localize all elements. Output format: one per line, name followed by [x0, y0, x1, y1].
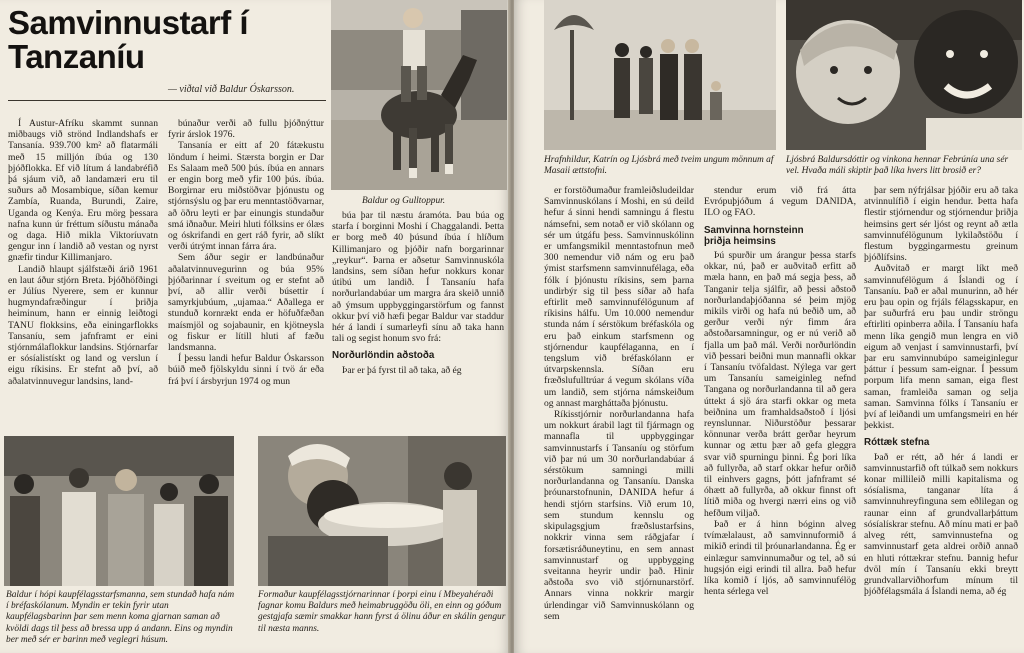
article-title [8, 6, 326, 74]
title-rule [8, 100, 326, 101]
photo-masai [544, 0, 776, 150]
left-column-1 [8, 118, 158, 387]
caption-masai: Hrafnhildur, Katrín og Ljósbrá með tveim ungum mönnum af Masaii ættstofni. [544, 155, 774, 177]
photo-bowl [258, 436, 506, 586]
title-line-1: Samvinnustarf í [8, 4, 249, 41]
caption-group: Baldur í hópi kaupfélagsstarfsmanna, sem stundað hafa nám í bréfaskólanum. Myndin er tekin fyrir utan kaupfélagsbarinn þar sem menn koma gjarnan saman að kvöldi dags til þess að bressa upp á andann. Eins og myndin ber með sér er barinn með veglegri húsum. [6, 590, 235, 645]
article-byline: — viðtal við Baldur Óskarsson. [168, 84, 295, 95]
subheading-rottaek: Róttæk stefna [864, 437, 930, 449]
right-column-1 [544, 185, 694, 622]
paragraph: Auðvitað er margt líkt með samvinnufélögum á Íslandi og í Tansaníu. Það er aðal munurinn, að hér eru þau opin og frjáls félagsskapur, en þar suðurfrá eru þau undir ströngu eftirliti opinberra aðila. Í Tansaníu hafa menn líka gengið mun lengra en við eigum að venjast í samvinnustarfi, því þar eru samvinnubúpo sameiginlegur þáttur í þessum sam-eignar. Í þessum porpum lifa menn saman, eiga flest saman, framleiða saman og selja saman. Samvinna fólks í Tansaníu er því af leiðandi um umfangsmeiri en hér þekkist. [864, 263, 1018, 432]
caption-bowl: Formaður kaupfélagsstjórnarinnar í þorpi einu í Mbeyahéraði fagnar komu Baldurs með heimabruggöðu öli, en einn og góðum gestgjafa sæmir smakkar hann fyrst á ölinu áður en skálin gengur til næsta manns. [258, 590, 506, 634]
photo-group [4, 436, 234, 586]
left-column-2 [168, 118, 324, 387]
right-page [514, 0, 1024, 653]
paragraph: búa þar til næstu áramóta. Þau búa og starfa í borginni Moshi í Chaggalandi. Þetta er borg með 40 þúsund íbúa í hlíðum Killimanjaro og þjóðir nafn borgarinnar „reykur“. Þarna er aðsetur Samvinnuskóla landsins, sem síðan hefur nokkurs konar útibú um landið. Í Tansaníu hafa norðurlandabúar um margra ára skeið unnið að ýmsum uppbyggingarstörfum og fannst okkur því við hæfi þegar Baldur var staddur hér á landi í sumarleyfi sínu að taka hann tali og segist honum svo frá: [332, 210, 504, 345]
masai-photo-illustration [544, 0, 776, 150]
paragraph: búnaður verði að fullu þjóðnýttur fyrir árslok 1976. [168, 118, 324, 141]
paragraph: Þú spurðir um árangur þessa starfs okkar, nú, það er auðvitað erfitt að mæla hann, en það má segja þess, að Tanganir telja sjálfir, að þessi aðstoð norðurlandaþjóðanna sé þeim mjög mikils virði og hafa nú beðið um, að gerður verði nýr fimm ára aðstoðarsamningur, og er nú verið að fjalla um það mál. Verði norðurlöndin við þessari beiðni mun mannafli okkar í Tansaníu tvöfaldast. Nýlega var gert um Tansaníu sameiginleg nefnd Tangana og norðurlandanna til að gera úttekt á sjö ára starfi okkar og meta beiðnina um framhaldsaðstoð í ljósi reynslunnar. Niðurstöður þessarar könnunar verða brátt gerðar heyrum kunnar og ættu þær að gefa gleggra svar við spurningu þinni. Ég þori líka að fullyrða, að starf okkar hefur orðið til einhvers gagns, þótt jafnframt sé óhætt að fullyrða, að okkur finnst oft lítið miða og hvergi nærri eins og við hefðum viljað. [704, 250, 856, 519]
left-column-3 [332, 210, 504, 376]
right-column-3 [864, 185, 1018, 597]
right-column-2 [704, 185, 856, 597]
horse-photo-illustration [331, 0, 507, 190]
caption-kids: Ljósbrá Baldursdóttir og vinkona hennar Febrúnía una sér vel. Hvaða máli skiptir það líka hvers litt brosið er? [786, 155, 1009, 177]
paragraph: er forstöðumaður framleiðsludeildar Samvinnuskólans í Moshi, en sú deild hefur á sinni hendi samningu á flestu námsefni, sem notað er við skólann og sér um útgáfu þess. Samvinnuskólinn er umfangsmikil menntastofnun með 300 nemendur við nám og eru það ýmist starfsmenn samvinnufélaga, eða fólk í þjónustu ríkisins, sem þarna undirbýr sig til þess síðar að hafa eftirlit með samvinnufélögunum af ríkisins hálfu. Um 10.000 nemendur stunda nám í sérstökum bréfaskóla og eru það einkum starfsmenn og stjórnendur kaupfélaganna, en í tengslum við bréfaskólann er útvarpskennsla. Síðan eru fræðslufulltrúar á vegum skólans víða um landið, sem stjórna námskeiðum og annast margháttaða þjónustu. [544, 185, 694, 409]
paragraph: Í Austur-Afríku skammt sunnan miðbaugs við strönd Indlandshafs er Tansanía. 939.700 km² að flatarmáli með 15 milljón íbúa og 130 þjóðflokka. Ef við lítum á landabréfið þá sjáum við, að landamæri eru til suðurs að Mosambique, síðan kemur Zambía, Ruanda, Burundi, Zaire, Uganda og Kenýa. Eru mörg þessara nafna kunn úr fréttum síðustu mánaða og daga. Hið mikla Viktoríuvatn gengur inn í landið að vestan og nyrst gnæfir tindur Killimanjaro. [8, 118, 158, 264]
paragraph: Landið hlaupt sjálfstæði árið 1961 en laut áður stjórn Breta. Þjóðhöfðingi er Júlíus Nyerere, sem er kunnur hugmyndafræðingur í þriðja heiminum, hann er einnig leiðtogi TANU flokksins, eða einingarflokks Tansaníu, sem jafnframt er eini stjórnmálaflokkur landsins. Stjórnarfar er sósíalistískt og land og verslun í eigu ríkisins. Er stefnt að því, að aðalatvinnuvegur landsins, land- [8, 263, 158, 387]
title-line-2: Tanzaníu [8, 38, 145, 75]
paragraph: Sem áður segir er landbúnaður aðalatvinnuvegurinn og búa 95% þjóðarinnar í sveitum og er stefnt að því, að allir verði búsettir í samyrkjubúum, „ujamaa.“ Aðallega er stunduð kornrækt enda er höfuðfæðan maísmjöl og sojabaunir, en kjötneysla og fiskur er lítill hluti af fæðu landsmanna. [168, 252, 324, 354]
photo-kids [786, 0, 1022, 150]
group-photo-illustration [4, 436, 234, 586]
paragraph: stendur erum við frá átta Evrópuþjóðum á vegum DANIDA, ILO og FAO. [704, 185, 856, 219]
paragraph: Tansanía er eitt af 20 fátækustu löndum í heimi. Stærsta borgin er Dar Es Salaam með 500 þús. íbúa en annars er engin borg með yfir 100 þús. íbúa. Borgirnar eru miðstöðvar þjónustu og stjórnsýslu og þar eru menntastöðvarnar, að öðru leyti er þar einungis stundaður smá iðnaður. Meiri hluti fólksins er ólæs og óskrifandi en gert ráð fyrir, að slíkt verði útrýmt innan fárra ára. [168, 140, 325, 253]
subheading-nordurlondin: Norðurlöndin aðstoða [332, 350, 435, 362]
paragraph: Í þessu landi hefur Baldur Óskarsson búið með fjölskyldu sinni í tvö ár eða frá því í ársbyrjun 1974 og mun [168, 353, 324, 387]
subheading-samvinna [704, 225, 856, 247]
paragraph: Ríkisstjórnir norðurlandanna hafa um nokkurt árabil lagt til fjármagn og mannafla til uppbyggingar samvinnustarfs í Tansaníu og störfum við þar nú um 30 norðurlandabúar á sérstökum samningi milli norðurlandanna og Tansaníu. Danska þróunarstofnunin, DANIDA hefur á hendi stjórn starfsins. Við erum 10, sem stundum kennslu og skipulagsgjum fræðslustarfsins, nokkrir vinna sem ráðgjafar í forsætisráðuneytinu, en sem annast samvinnustarf og uppbygging sveitanna heyrir undir það. Hinir aðstoða svo við stjórnunarstörf. Annars vinna nokkrir margir úrlendingar við Samvinnuskólann og sem [544, 409, 694, 622]
left-page [0, 0, 510, 653]
kids-photo-illustration [786, 0, 1022, 150]
subheading-line-2: þriðja heimsins [704, 235, 776, 247]
photo-horse [331, 0, 507, 190]
subheading-line-1: Samvinna hornsteinn [704, 224, 804, 236]
paragraph: Það er á hinn bóginn alveg tvímælalaust, að samvinnuformið á mikið erindi til þróunarlandanna. Ég er einlægur samvinnumaður og tel, að sú hugsjón eigi erindi til allra. Það hefur líka komið í ljós, að samvinnufélög henta sérlega vel [704, 518, 856, 598]
paragraph: Það er rétt, að hér á landi er samvinnustarfið oft túlkað sem nokkurs konar millileið milli kapitalisma og sósíalisma, tanganar líta á samvinnuhreyfinguna sem eðlilegan og raunar einn af grundvallarþáttum sósíalískrar stefnu. Að mínu mati er það alveg rétt, samvinnustefna og samvinnustarf geta aldrei orðið annað en hluti róttækrar stefnu. Þannig hefur dvöl mín í Tansaníu ekki breytt grundvallarviðhorfum mínum til þjóðfélagsmála á Íslandi nema, að ég [864, 451, 1018, 598]
caption-horse: Baldur og Gulltoppur. [362, 196, 446, 206]
bowl-photo-illustration [258, 436, 506, 586]
paragraph: þar sem nýfrjálsar þjóðir eru að taka atvinnulífið í eigin hendur. Þetta hafa flestir stjórnendur og stjórnendur þriðja heimsins gert sér ljóst og reynt að ætla samvinnufélögunum lykilaðstöðu í flestum byggingarmestu greinum þjóðlífsins. [864, 185, 1018, 264]
paragraph: Þar er þá fyrst til að taka, að ég [342, 364, 462, 376]
